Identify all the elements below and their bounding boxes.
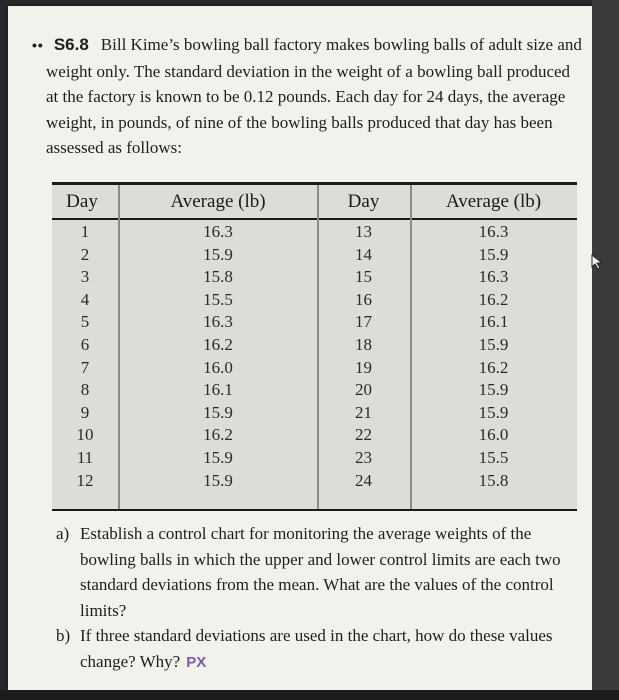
average-cell: 16.0: [203, 357, 233, 377]
average-cell: 16.2: [478, 289, 509, 309]
day-cell: 10: [76, 425, 94, 445]
day-cell: 9: [80, 402, 90, 422]
day-cell: 15: [355, 267, 372, 287]
day-cell: 13: [355, 222, 372, 241]
average-cell: 15.9: [478, 334, 509, 354]
day-cell: 4: [80, 289, 90, 309]
header-average-1: Average (lb): [170, 191, 266, 212]
day-cell: 2: [80, 244, 90, 264]
problem-statement: [32, 32, 586, 161]
questions: [56, 521, 571, 675]
average-cell: 16.3: [203, 312, 233, 332]
average-cell: 16.1: [478, 312, 509, 332]
average-cell: 16.2: [203, 334, 233, 354]
day-cell: 11: [76, 447, 94, 467]
average-cell: 15.5: [203, 289, 233, 309]
average-cell: 16.3: [478, 222, 509, 241]
day-cell: 1: [80, 222, 90, 241]
watermark-logo: PX: [186, 653, 207, 671]
average-cell: 15.9: [203, 402, 233, 422]
day-cell: 22: [355, 425, 372, 445]
weights-table: [52, 182, 577, 511]
mouse-pointer-icon: [590, 254, 604, 270]
screen-bottom-bar: [0, 690, 619, 700]
average-cell: 16.0: [478, 425, 509, 445]
day-cell: 5: [80, 312, 90, 332]
day-cell: 20: [355, 380, 372, 400]
left-day-column: [52, 221, 118, 492]
right-day-column: [317, 221, 410, 492]
question-text: If three standard deviations are used in the chart, how do these values change? Why? PX: [80, 626, 553, 671]
average-cell: 15.9: [203, 244, 233, 264]
day-cell: 7: [80, 357, 90, 377]
left-average-column: [118, 221, 318, 492]
header-average-2: Average (lb): [445, 191, 542, 212]
screen-edge: [592, 0, 619, 700]
question-a: [56, 521, 571, 623]
day-cell: 12: [76, 470, 94, 490]
day-cell: 17: [355, 312, 372, 332]
average-cell: 16.3: [478, 267, 509, 287]
day-cell: 3: [80, 267, 90, 287]
average-cell: 16.2: [203, 425, 233, 445]
average-cell: 15.5: [478, 447, 509, 467]
question-text: Establish a control chart for monitoring the average weights of the bowling balls in which the upper and lower control limits are each two standard deviations from the mean. What are the values of the control limits?: [80, 524, 561, 620]
day-cell: 14: [355, 244, 372, 264]
average-cell: 15.8: [478, 470, 509, 490]
day-cell: 23: [355, 447, 372, 467]
day-cell: 16: [355, 289, 372, 309]
question-label: a): [56, 524, 70, 543]
question-b: [56, 623, 571, 675]
problem-number: S6.8: [53, 35, 89, 54]
difficulty-dots: ••: [32, 37, 44, 53]
question-label: b): [56, 626, 71, 645]
average-cell: 16.3: [203, 222, 233, 241]
average-cell: 15.9: [478, 244, 509, 264]
average-cell: 15.8: [203, 267, 233, 287]
day-cell: 6: [80, 334, 90, 354]
average-cell: 16.1: [203, 380, 233, 400]
day-cell: 24: [355, 470, 372, 490]
day-cell: 8: [80, 380, 90, 400]
average-cell: 15.9: [478, 402, 509, 422]
day-cell: 19: [355, 357, 372, 377]
average-cell: 15.9: [203, 470, 233, 490]
average-cell: 15.9: [478, 380, 509, 400]
day-cell: 18: [355, 334, 372, 354]
average-cell: 15.9: [203, 447, 233, 467]
day-cell: 21: [355, 402, 372, 422]
average-cell: 16.2: [478, 357, 509, 377]
right-average-column: [410, 221, 577, 492]
header-day-1: Day: [66, 191, 98, 212]
problem-text: Bill Kime’s bowling ball factory makes bowling balls of adult size and weight only. The standard deviation in the weight of a bowling ball produced at the factory is known to be 0.12 pounds. Each day for 24 days, the average weight, in pounds, of nine of the bowling balls produced that day has been assessed as follows:: [46, 35, 582, 157]
header-day-2: Day: [347, 191, 380, 212]
